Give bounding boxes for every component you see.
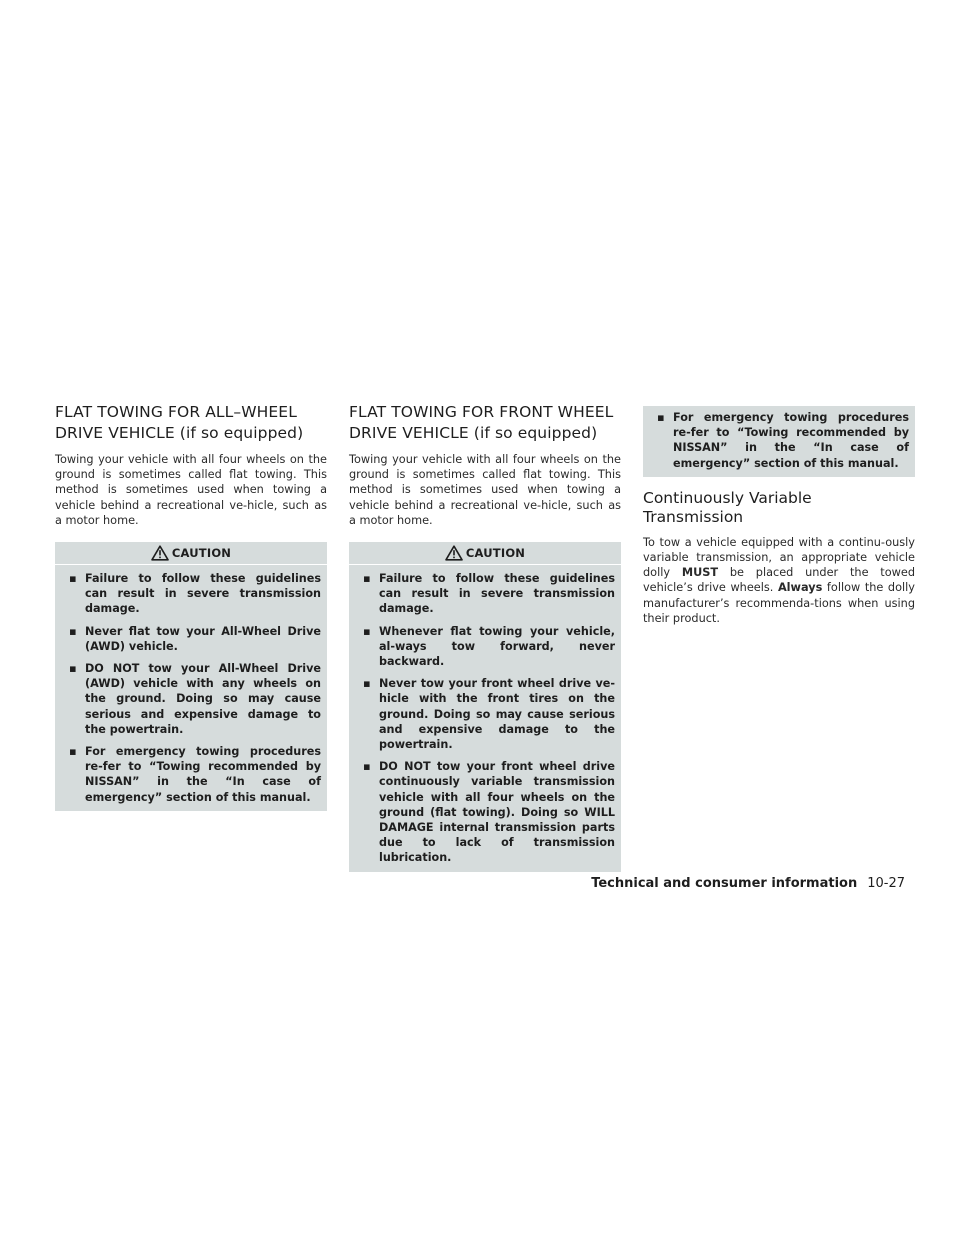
bullet-icon: ▪	[363, 760, 371, 774]
bullet-icon: ▪	[363, 677, 371, 691]
bullet-icon: ▪	[69, 572, 77, 586]
caution-item: ▪ DO NOT tow your front wheel drive continuously variable transmission vehicle with all four wheels on the ground (flat towing). Doing so WILL DAMAGE internal transmission parts due to lack of transmission lubrication.	[363, 760, 615, 865]
subheading-line-1: Continuously Variable	[643, 488, 812, 507]
caution-item: ▪ Never flat tow your All-Wheel Drive (AWD) vehicle.	[69, 624, 321, 653]
caution-list	[55, 565, 327, 811]
caution-item: ▪ Failure to follow these guidelines can result in severe transmission damage.	[363, 572, 615, 616]
caution-item: ▪ Never tow your front wheel drive ve-hicle with the front tires on the ground. Doing so may cause serious and expensive damage to the powertrain.	[363, 677, 615, 752]
caution-item: ▪ DO NOT tow your All-Wheel Drive (AWD) vehicle with any wheels on the ground. Doing so may cause serious and expensive damage to the powertrain.	[69, 662, 321, 736]
column-fwd	[349, 402, 621, 872]
page-number: 10-27	[867, 876, 905, 891]
subsection-heading-cvt	[643, 489, 915, 527]
caution-list	[643, 406, 915, 477]
body-paragraph: To tow a vehicle equipped with a continu-ously variable transmission, an appropriate vehicle dolly MUST be placed under the towed vehicle’s drive wheels. Always follow the dolly manufacturer’s recommenda-tions when using their product.	[643, 535, 915, 625]
caution-item: ▪ Whenever flat towing your vehicle, al-ways tow forward, never backward.	[363, 624, 615, 669]
caution-title: CAUTION	[465, 546, 526, 561]
section-heading-awd	[55, 402, 327, 444]
heading-line-1: FLAT TOWING FOR ALL–WHEEL	[55, 403, 297, 421]
subheading-line-2: Transmission	[643, 507, 744, 526]
bullet-icon: ▪	[69, 662, 77, 676]
caution-item: ▪ For emergency towing procedures re-fer to “Towing recommended by NISSAN” in the “In case of emergency” section of this manual.	[657, 411, 909, 470]
bullet-icon: ▪	[363, 624, 371, 638]
warning-triangle-icon	[445, 545, 463, 561]
caution-box	[55, 542, 327, 811]
caution-title: CAUTION	[171, 546, 232, 561]
emphasis-always: Always	[777, 581, 823, 595]
bullet-icon: ▪	[363, 572, 371, 586]
column-awd	[55, 402, 327, 811]
section-heading-fwd	[349, 402, 621, 444]
caution-item: ▪ Failure to follow these guidelines can result in severe transmission damage.	[69, 572, 321, 616]
column-cvt	[643, 406, 915, 626]
body-paragraph: Towing your vehicle with all four wheels on the ground is sometimes called flat towing. This method is sometimes used when towing a vehicle behind a recreational ve-hicle, such as a motor home.	[55, 453, 327, 527]
bullet-icon: ▪	[657, 411, 665, 424]
caution-list	[349, 565, 621, 872]
warning-triangle-icon	[151, 545, 169, 561]
caution-header	[55, 542, 327, 565]
footer-section-title: Technical and consumer information	[591, 876, 858, 891]
emphasis-must: MUST	[681, 566, 719, 580]
caution-box-continued	[643, 406, 915, 477]
caution-box	[349, 542, 621, 872]
page-footer	[0, 876, 960, 891]
caution-item: ▪ For emergency towing procedures re-fer to “Towing recommended by NISSAN” in the “In case of emergency” section of this manual.	[69, 745, 321, 804]
body-paragraph: Towing your vehicle with all four wheels on the ground is sometimes called flat towing. This method is sometimes used when towing a vehicle behind a recreational ve-hicle, such as a motor home.	[349, 453, 621, 527]
heading-line-2: DRIVE VEHICLE (if so equipped)	[55, 424, 304, 442]
caution-header	[349, 542, 621, 565]
bullet-icon: ▪	[69, 624, 77, 638]
bullet-icon: ▪	[69, 745, 77, 759]
heading-line-1: FLAT TOWING FOR FRONT WHEEL	[349, 403, 614, 421]
heading-line-2: DRIVE VEHICLE (if so equipped)	[349, 424, 598, 442]
